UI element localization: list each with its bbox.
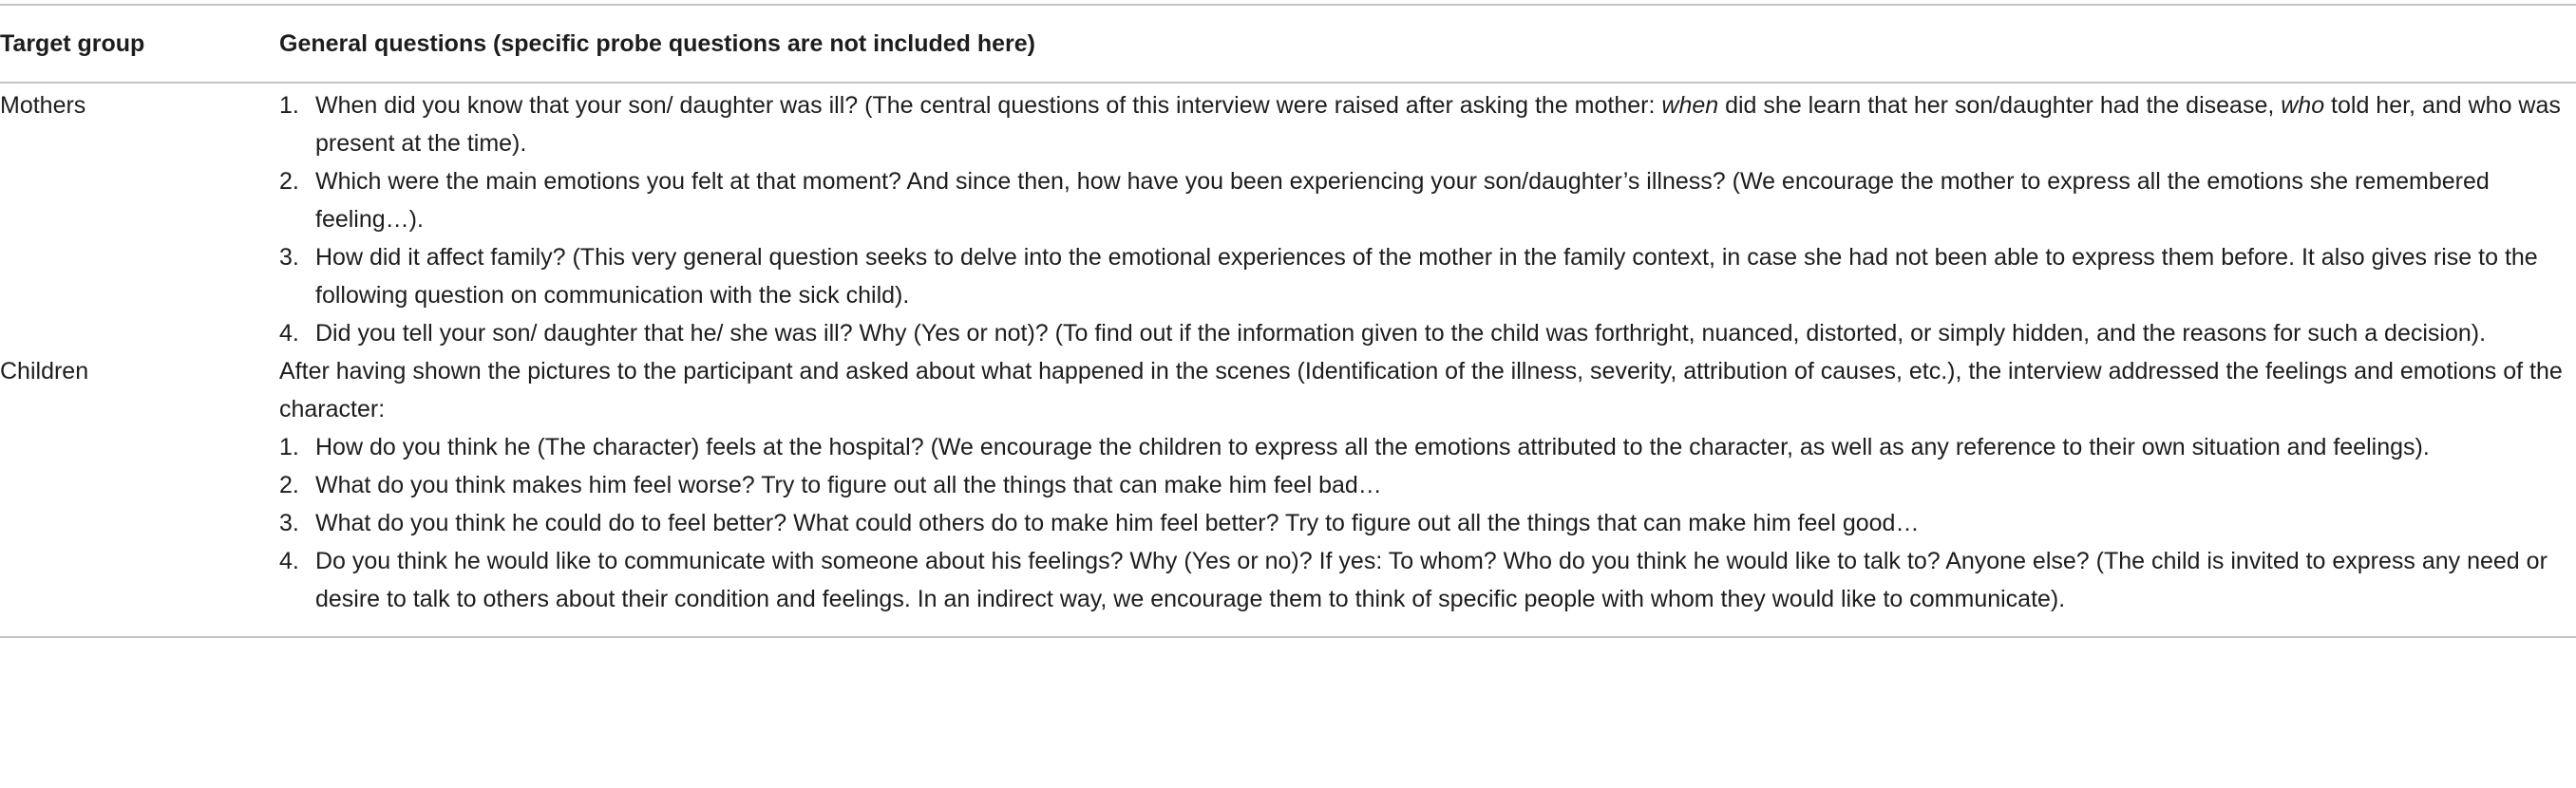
questions-cell-mothers bbox=[279, 86, 2576, 352]
item-number: 3. bbox=[279, 244, 299, 271]
questions-cell-children bbox=[279, 352, 2576, 618]
mothers-question-list bbox=[279, 86, 2570, 352]
question-text: Did you tell your son/ daughter that he/ she was ill? Why (Yes or not)? (To find out if the information given to the child was forthright, nuanced, distorted, or simply hidden, and the reasons for such a decision). bbox=[315, 320, 2487, 347]
header-target-group: Target group bbox=[0, 30, 145, 57]
question-text: When did you know that your son/ daughter was ill? (The central questions of this interview were raised after asking the mother: when did she learn that her son/daughter had the disease, who told her, and who was present at the time). bbox=[315, 92, 2561, 157]
item-number: 1. bbox=[279, 92, 299, 119]
bottom-rule bbox=[0, 636, 2576, 638]
table-row-mothers bbox=[0, 84, 2576, 352]
item-number: 1. bbox=[279, 434, 299, 460]
group-label-mothers: Mothers bbox=[0, 92, 86, 119]
list-item bbox=[279, 314, 2570, 352]
question-text: What do you think makes him feel worse? Try to figure out all the things that can make him feel bad… bbox=[315, 472, 1382, 498]
list-item bbox=[279, 504, 2570, 542]
question-text: Which were the main emotions you felt at that moment? And since then, how have you been experiencing your son/daughter’s illness? (We encourage the mother to express all the emotions she remembered feeling…). bbox=[315, 168, 2490, 233]
list-item bbox=[279, 238, 2570, 314]
list-item bbox=[279, 86, 2570, 162]
children-question-list bbox=[279, 428, 2570, 618]
emphasis-who: who bbox=[2281, 92, 2325, 119]
table-header bbox=[0, 6, 2576, 82]
questions-table bbox=[0, 4, 2576, 638]
question-text: How do you think he (The character) feels at the hospital? (We encourage the children to express all the emotions attributed to the character, as well as any reference to their own situation and feelings). bbox=[315, 434, 2430, 460]
children-intro-text: After having shown the pictures to the participant and asked about what happened in the scenes (Identification of the illness, severity, attribution of causes, etc.), the interview addressed the feelings and emotions of the character: bbox=[279, 358, 2563, 422]
table-row-children bbox=[0, 352, 2576, 618]
item-number: 2. bbox=[279, 472, 299, 498]
question-text: What do you think he could do to feel better? What could others do to make him feel better? Try to figure out all the things that can make him feel good… bbox=[315, 510, 1920, 536]
list-item bbox=[279, 466, 2570, 504]
emphasis-when: when bbox=[1661, 92, 1719, 119]
item-number: 4. bbox=[279, 548, 299, 574]
list-item bbox=[279, 542, 2570, 618]
question-text: Do you think he would like to communicate with someone about his feelings? Why (Yes or no)? If yes: To whom? Who do you think he would like to talk to? Anyone else? (The child is invited to express any need or desire to talk to others about their condition and feelings. In an indirect way, we encourage them to think of specific people with whom they would like to communicate). bbox=[315, 548, 2548, 612]
list-item bbox=[279, 428, 2570, 466]
item-number: 2. bbox=[279, 168, 299, 195]
question-text: How did it affect family? (This very general question seeks to delve into the emotional experiences of the mother in the family context, in case she had not been able to express them before. It also gives rise to the following question on communication with the sick child). bbox=[315, 244, 2538, 309]
item-number: 4. bbox=[279, 320, 299, 347]
header-general-questions: General questions (specific probe questions are not included here) bbox=[279, 30, 1035, 57]
item-number: 3. bbox=[279, 510, 299, 536]
list-item bbox=[279, 162, 2570, 238]
group-label-children: Children bbox=[0, 358, 89, 385]
